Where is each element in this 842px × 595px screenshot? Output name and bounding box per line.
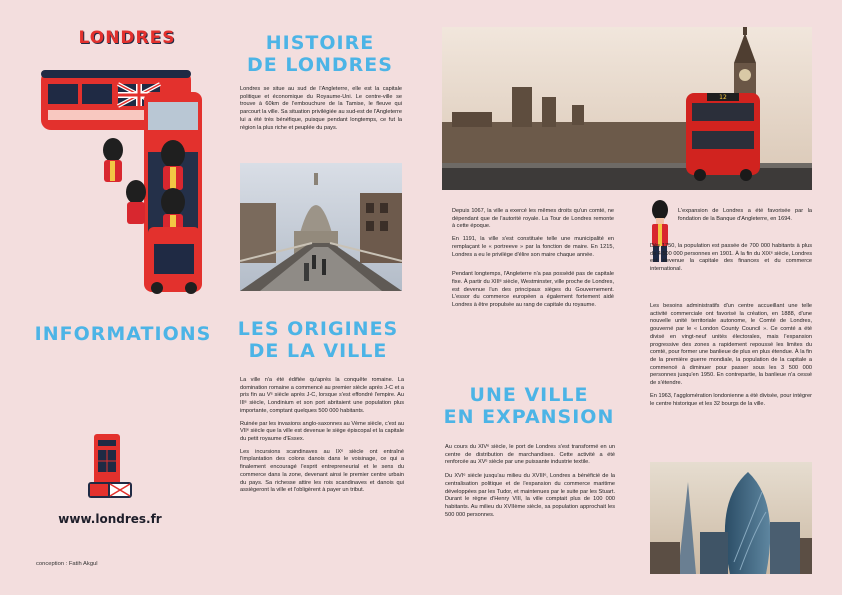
histoire-heading: HISTOIRE DE LONDRES [247,32,393,76]
bus-guard-illustration [36,62,206,297]
westminster-photo [442,27,812,190]
origines-heading: LES ORIGINES DE LA VILLE [237,318,399,362]
expansion-text-4: Les besoins administratifs d'un centre accueillant une telle activité commerciale ont favorisé la création, en 1888, d'une nouvelle unité territoriale autonome, le Comté de Londres, gouverné par le « London County Council ». Ce comté a été divisé en vingt-neuf unités électorales, mais l'expansion progressive des zones a rapidement repoussé les limites du comté, pour former une banlieue de plus en plus étendue. À la fin de la première guerre mondiale, la population de la capitale a commencé à diminuer pour passer sous les 3 500 000 personnes jusqu'en 1950. En contrepartie, la banlieue n'a cessé de s'étendre. En 1963, l'agglomération londonienne a été divisée, pour intégrer le centre historique et les 32 bourgs de la ville. [650,303,813,407]
bus-route-number: 12 [719,94,727,101]
expansion-heading: UNE VILLE EN EXPANSION [443,384,615,428]
expansion-text: Au cours du XIVᵉ siècle, le port de Londres s'est transformé en un centre de distribution de marchandises. Cette activité a été renforcée au XVᵉ siècle par une puissante industrie textile. Du XVIᵉ siècle jusqu'au milieu du XVIIIᵉ, Londres a bénéficié de la centralisation politique et de l'expansion du commerce maritime développées par les Tudor, et maintenues par le suite par les Stuart. Durant le règne d'Henry VIII, la ville comptait plus de 100 000 habitants. Au milieu du XVIIème siècle, sa population approchait les 500 000 personnes. [445,444,615,518]
informations-heading: INFORMATIONS [34,323,212,345]
city-skyline-photo [650,462,812,574]
st-pauls-photo [240,163,402,291]
expansion-text-3: Dès 1750, la population est passée de 700 000 habitants à plus de 4 500 000 personnes en 1901. À la fin du XIXᵉ siècle, Londres est devenue la capitale des finances et du commerce international. [650,243,812,273]
chronologie-text-1: Depuis 1067, la ville a exercé les mêmes droits qu'un comté, ne dépendant que de l'autorité royale. La Tour de Londres remonte à cette époque. En 1191, la ville s'est constituée telle une municipalité en remplaçant le « portreeve » par la fonction de maire. En 1215, Londres a eu le privilège d'élire son maire chaque année. Pendant longtemps, l'Angleterre n'a pas possédé pas de capitale fixe. À partir du XIIIᵉ siècle, Westminster, ville proche de Londres, est devenue l'un des principaux sièges du Gouvernement. L'essor du commerce européen a également fortement aidé Londres à être propulsée au rang de capitale du royaume. [452,208,614,309]
histoire-text: Londres se situe au sud de l'Angleterre, elle est la capitale politique et économique du Royaume-Uni. Le centre-ville se trouve à 60km de l'embouchure de la Tamise, le fleuve qui parcourt la ville. Sa situation privilégiée au sud-est de l'Angleterre lui a été très bénéfique, puisque pendant longtemps, ce fut la région la plus riche et peuplée du pays. [240,86,402,131]
phone-booth-logo [86,432,134,502]
brand-title-mirrored: LONDRES [78,28,176,48]
origines-text: La ville n'a été édifiée qu'après la conquête romaine. La domination romaine a commencé au premier siècle après J-C et a pris fin au Vᵉ siècle après J-C, lorsque s'est effondré l'empire. Au IIIᵉ siècle, Londinium et son port abritaient une population plus importante, comptant quelques 500 000 habitants. Ruinée par les invasions anglo-saxonnes au Vème siècle, c'est au VIIᵉ siècle que la ville est devenue le siège épiscopal et la capitale du petit royaume d'Essex. Les incursions scandinaves au IXᵉ siècle ont entraîné l'implantation des colons danois dans le voisinage, ce qui a finalement encouragé l'esprit entrepreneurial et le sens du commerce dans la zone, devenant ainsi le premier centre urbain du pays. Sa richesse attire les rois scandinaves et danois qui assiègeront la ville et l'obligèrent à payer un tribut. [240,377,405,494]
website-link[interactable]: www.londres.fr [58,512,162,526]
expansion-text-2: L'expansion de Londres a été favorisée par la fondation de la Banque d'Angleterre, en 1694. [678,208,812,222]
design-credit: conception : Fatih Akgul [36,561,98,567]
